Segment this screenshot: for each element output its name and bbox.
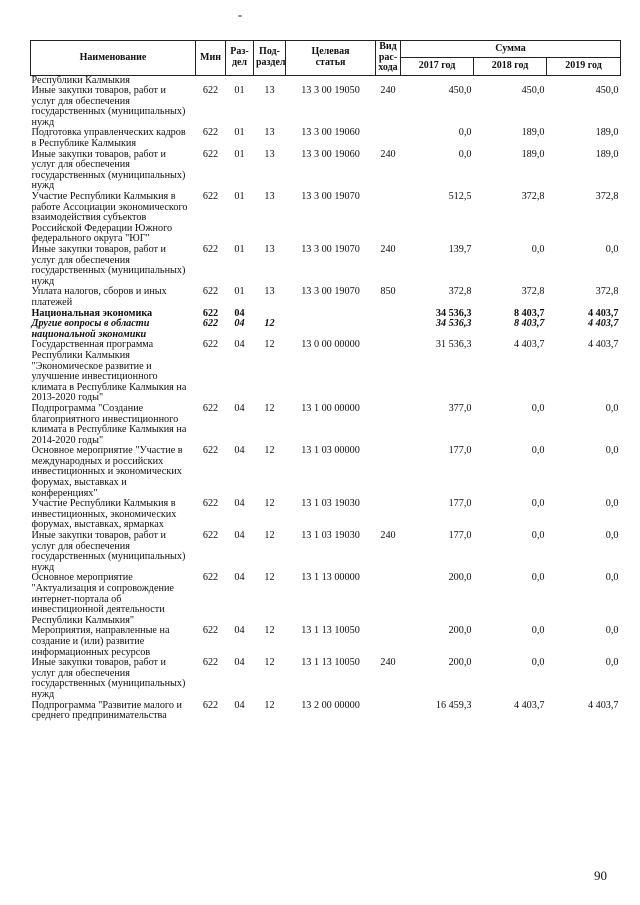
row-sum-2018: 0,0 [531,498,545,510]
row-podrazdel: 12 [264,657,275,669]
row-name: Основное мероприятие "Участие в международных и российских инвестиционных и экономических форумах, выставках и конференциях" [31,445,183,499]
row-sum-2018: 0,0 [531,572,545,584]
row-celevaya-statya: 13 2 00 00000 [301,699,360,711]
row-sum-2017: 200,0 [448,625,472,637]
row-sum-2017: 177,0 [448,498,472,510]
row-min: 622 [202,530,219,542]
row-sum-2018: 372,8 [521,286,545,298]
row-razdel: 01 [234,127,245,139]
row-vid-rashoda: 850 [380,286,396,298]
row-min: 622 [202,191,219,203]
row-sum-2019: 189,0 [595,127,619,139]
row-sum-2017: 34 536,3 [435,307,472,319]
header-name: Наименование [31,41,196,76]
row-sum-2019: 0,0 [605,625,619,637]
row-vid-rashoda [376,128,401,149]
row-celevaya-statya: 13 3 00 19060 [301,127,360,139]
row-celevaya-statya: 13 1 03 00000 [301,445,360,457]
row-podrazdel: 13 [264,85,275,97]
row-razdel: 04 [234,530,245,542]
row-sum-2019: 4 403,7 [587,339,619,351]
row-celevaya-statya: 13 1 13 10050 [301,625,360,637]
row-min: 622 [202,402,219,414]
row-min: 622 [202,85,219,97]
row-vid-rashoda [376,340,401,404]
table-row [31,128,621,149]
row-sum-2018: 0,0 [531,625,545,637]
row-min: 622 [202,339,219,351]
table-row [31,701,621,722]
table-row [31,86,621,128]
row-podrazdel: 13 [264,244,275,255]
table-row [31,573,621,626]
row-celevaya-statya: 13 1 03 19030 [301,530,360,542]
row-podrazdel: 12 [264,402,275,414]
table-row [31,446,621,499]
row-razdel: 04 [234,498,245,510]
row-min: 622 [202,498,219,510]
header-razdel: Раз- дел [226,41,254,76]
row-name: Подпрограмма "Создание благоприятного инвестиционного климата в Республике Калмыкия на 2014-2020 годы" [31,402,187,446]
row-sum-2017: 139,7 [448,244,472,255]
row-sum-2019: 0,0 [605,572,619,584]
table-row [31,531,621,573]
header-celevaya-statya: Целевая статья [286,41,376,76]
row-sum-2018: 4 403,7 [513,339,545,351]
row-celevaya-statya: 13 1 00 00000 [301,402,360,414]
row-vid-rashoda [376,309,401,320]
row-sum-2017: 177,0 [448,530,472,542]
row-min: 622 [202,148,219,160]
header-podrazdel: Под- раздел [254,41,286,76]
row-podrazdel: 12 [264,625,275,637]
row-sum-2017: 450,0 [448,85,472,97]
table-body [31,75,621,722]
row-podrazdel: 12 [264,339,275,351]
row-sum-2018: 0,0 [531,657,545,669]
row-vid-rashoda [376,499,401,531]
row-min: 622 [202,625,219,637]
row-celevaya-statya: 13 1 13 00000 [301,572,360,584]
row-podrazdel: 13 [264,286,275,298]
row-sum-2018: 0,0 [531,530,545,542]
row-sum-2018: 0,0 [531,445,545,457]
row-sum-2017: 31 536,3 [435,339,472,351]
row-razdel: 04 [234,625,245,637]
table-row [31,626,621,658]
row-celevaya-statya: 13 3 00 19050 [301,85,360,97]
row-podrazdel: 12 [264,445,275,457]
row-razdel: 01 [234,244,245,255]
row-sum-2019: 372,8 [595,191,619,203]
row-vid-rashoda [376,446,401,499]
row-podrazdel: 13 [264,148,275,160]
row-razdel: 04 [234,657,245,669]
row-sum-2018: 8 403,7 [513,307,545,319]
row-sum-2017: 0,0 [458,127,472,139]
row-celevaya-statya: 13 1 03 19030 [301,498,360,510]
row-vid-rashoda [376,701,401,722]
row-name: Участие Республики Калмыкия в инвестиционных, экономических форумах, выставках, ярмарках [31,498,177,531]
table-row [31,245,621,287]
row-razdel: 01 [234,85,245,97]
row-razdel: 04 [234,339,245,351]
row-sum-2019: 0,0 [605,498,619,510]
row-podrazdel: 12 [264,530,275,542]
row-podrazdel: 13 [264,127,275,139]
table-row [31,404,621,446]
row-celevaya-statya: 13 3 00 19070 [301,191,360,203]
row-name: Республики Калмыкия [31,74,130,86]
row-celevaya-statya: 13 3 00 19060 [301,148,360,160]
row-razdel: 01 [234,191,245,203]
row-sum-2018: 0,0 [531,402,545,414]
header-year-2018: 2018 год [474,57,547,75]
table-row [31,319,621,340]
row-sum-2019: 4 403,7 [587,699,619,711]
row-sum-2017: 200,0 [448,572,472,584]
row-razdel: 04 [234,307,245,319]
row-name: Национальная экономика [31,307,153,319]
row-sum-2018: 189,0 [521,148,545,160]
row-razdel: 04 [234,445,245,457]
row-vid-rashoda: 240 [380,85,396,97]
row-sum-2017: 16 459,3 [435,699,472,711]
table-row [31,287,621,308]
row-vid-rashoda: 240 [380,148,396,160]
row-vid-rashoda [376,626,401,658]
top-mark: - [238,8,242,22]
row-vid-rashoda [376,319,401,340]
header-year-2017: 2017 год [401,57,474,75]
row-name: Иные закупки товаров, работ и услуг для обеспечения государственных (муниципальных) нужд [31,148,186,192]
row-name: Другие вопросы в области национальной экономики [31,318,150,340]
table-row [31,150,621,192]
row-razdel: 01 [234,286,245,298]
row-razdel: 04 [234,699,245,711]
table-row [31,658,621,700]
row-podrazdel: 13 [264,191,275,203]
row-razdel: 04 [234,572,245,584]
row-min: 622 [202,244,219,255]
row-min: 622 [202,657,219,669]
row-sum-2017: 512,5 [448,191,472,203]
row-sum-2018: 372,8 [521,191,545,203]
header-summa: Сумма [401,41,621,58]
table-row [31,192,621,245]
row-podrazdel: 12 [264,699,275,711]
row-vid-rashoda: 240 [380,244,396,255]
row-vid-rashoda: 240 [380,657,396,669]
row-sum-2018: 0,0 [531,244,545,255]
row-sum-2018: 189,0 [521,127,545,139]
row-sum-2019: 189,0 [595,148,619,160]
row-podrazdel: 12 [264,572,275,584]
row-min: 622 [202,318,219,330]
header-year-2019: 2019 год [547,57,621,75]
row-sum-2019: 0,0 [605,402,619,414]
table-row [31,499,621,531]
row-sum-2017: 200,0 [448,657,472,669]
row-sum-2019: 0,0 [605,657,619,669]
row-min: 622 [202,307,219,319]
row-celevaya-statya: 13 1 13 10050 [301,657,360,669]
row-razdel: 01 [234,148,245,160]
row-name: Иные закупки товаров, работ и услуг для обеспечения государственных (муниципальных) нужд [31,657,186,700]
row-sum-2017: 177,0 [448,445,472,457]
table-header [31,41,621,76]
row-name: Основное мероприятие "Актуализация и сопровождение интернет-портала об инвестиционной деятельности Республики Калмыкия" [31,572,174,626]
row-sum-2019: 372,8 [595,286,619,298]
row-podrazdel: 12 [264,498,275,510]
row-name: Уплата налогов, сборов и иных платежей [31,286,167,308]
row-sum-2019: 0,0 [605,244,619,255]
row-razdel: 04 [234,402,245,414]
row-sum-2019: 4 403,7 [587,318,619,330]
row-name: Государственная программа Республики Калмыкия "Экономическое развитие и улучшение инвестиционного климата в Республике Калмыкия на 2013-2020 годы" [31,339,187,404]
row-name: Мероприятия, направленные на создание и (или) развитие информационных ресурсов [31,625,170,658]
row-sum-2019: 4 403,7 [587,307,619,319]
header-vid-rashoda: Вид рас- хода [376,41,401,76]
header-min: Мин [196,41,226,76]
row-sum-2018: 4 403,7 [513,699,545,711]
row-sum-2017: 34 536,3 [435,318,472,330]
row-min: 622 [202,572,219,584]
row-name: Подготовка управленческих кадров в Республике Калмыкия [31,127,186,150]
row-name: Иные закупки товаров, работ и услуг для обеспечения государственных (муниципальных) нужд [31,244,186,287]
row-podrazdel: 12 [264,318,275,330]
row-razdel: 04 [234,318,245,330]
page-number: 90 [594,868,607,883]
row-name: Иные закупки товаров, работ и услуг для обеспечения государственных (муниципальных) нужд [31,85,186,128]
row-min: 622 [202,445,219,457]
row-sum-2019: 0,0 [605,445,619,457]
row-min: 622 [202,699,219,711]
row-vid-rashoda [376,404,401,446]
row-sum-2018: 8 403,7 [513,318,545,330]
row-name: Иные закупки товаров, работ и услуг для обеспечения государственных (муниципальных) нужд [31,530,186,573]
row-sum-2019: 0,0 [605,530,619,542]
row-sum-2019: 450,0 [595,85,619,97]
row-celevaya-statya [286,309,376,320]
row-celevaya-statya: 13 3 00 19070 [301,286,360,298]
row-name: Участие Республики Калмыкия в работе Ассоциации экономического взаимодействия субъектов Российской Федерации Южного федерального округа "ЮГ" [31,191,188,245]
row-name: Подпрограмма "Развитие малого и среднего предпринимательства [31,699,182,722]
row-sum-2018: 450,0 [521,85,545,97]
row-sum-2017: 0,0 [458,148,472,160]
row-vid-rashoda [376,573,401,626]
table-row [31,340,621,404]
row-sum-2017: 372,8 [448,286,472,298]
row-min: 622 [202,286,219,298]
row-sum-2017: 377,0 [448,402,472,414]
row-celevaya-statya: 13 0 00 00000 [301,339,360,351]
budget-table [30,40,621,722]
row-vid-rashoda: 240 [380,530,396,542]
row-celevaya-statya [286,319,376,340]
budget-table-sheet [30,40,620,722]
row-min: 622 [202,127,219,139]
row-vid-rashoda [376,192,401,245]
row-celevaya-statya: 13 3 00 19070 [301,244,360,255]
